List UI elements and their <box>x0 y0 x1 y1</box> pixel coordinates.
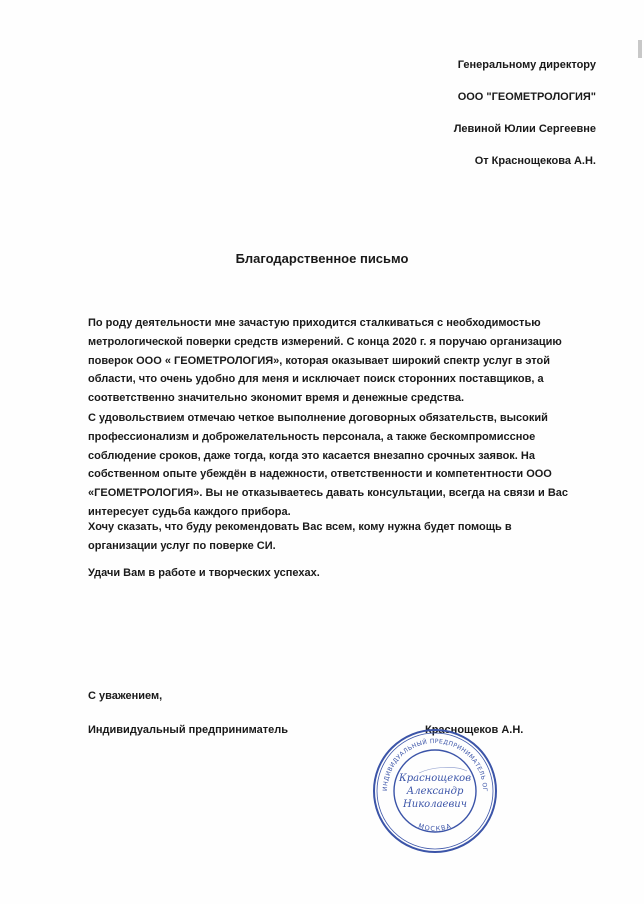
stamp-name-line2: Александр <box>406 786 464 797</box>
closing-wish: Удачи Вам в работе и творческих успехах. <box>88 567 320 579</box>
recipient-name: Левиной Юлии Сергеевне <box>453 123 596 135</box>
sender-line: От Краснощекова А.Н. <box>474 155 596 167</box>
signer-name: Краснощеков А.Н. <box>425 724 524 736</box>
stamp-ring-text: ИНДИВИДУАЛЬНЫЙ ПРЕДПРИНИМАТЕЛЬ ОГ <box>381 737 489 792</box>
scan-edge-mark <box>638 40 642 58</box>
body-paragraph-1: По роду деятельности мне зачастую приходится сталкиваться с необходимостью метрологической поверки средств измерений. С конца 2020 г. я поручаю организацию поверок ООО « ГЕОМЕТРОЛОГИЯ», которая оказывает широкий спектр услуг в этой области, что очень удобно для меня и исключает поиск сторонних поставщиков, а соответственно значительно экономит время и денежные средства. <box>88 317 562 405</box>
signer-role: Индивидуальный предприниматель <box>88 724 288 736</box>
stamp-graphic <box>371 727 499 855</box>
body-paragraph-2: С удовольствием отмечаю четкое выполнение договорных обязательств, высокий профессионализм и доброжелательность персонала, а также бескомпромиссное соблюдение сроков, даже тогда, когда это касается внезапно срочных заявок. На собственном опыте убеждён в надежности, ответственности и компетентности ООО «ГЕОМЕТРОЛОГИЯ». Вы не отказываетесь давать консультации, всегда на связи и Вас интересует судьба каждого прибора. <box>88 412 568 518</box>
stamp-name-line3: Николаевич <box>403 799 467 810</box>
company-stamp <box>371 727 499 855</box>
stamp-city: МОСКВА <box>417 821 453 833</box>
regards-line: С уважением, <box>88 690 163 702</box>
stamp-name-line1: Краснощеков <box>398 773 472 784</box>
letter-title: Благодарственное письмо <box>235 251 409 266</box>
recipient-position: Генеральному директору <box>457 59 596 71</box>
recipient-company: ООО "ГЕОМЕТРОЛОГИЯ" <box>457 91 596 103</box>
body-paragraph-3: Хочу сказать, что буду рекомендовать Вас всем, кому нужна будет помощь в организации услуг по поверке СИ. <box>88 521 512 552</box>
